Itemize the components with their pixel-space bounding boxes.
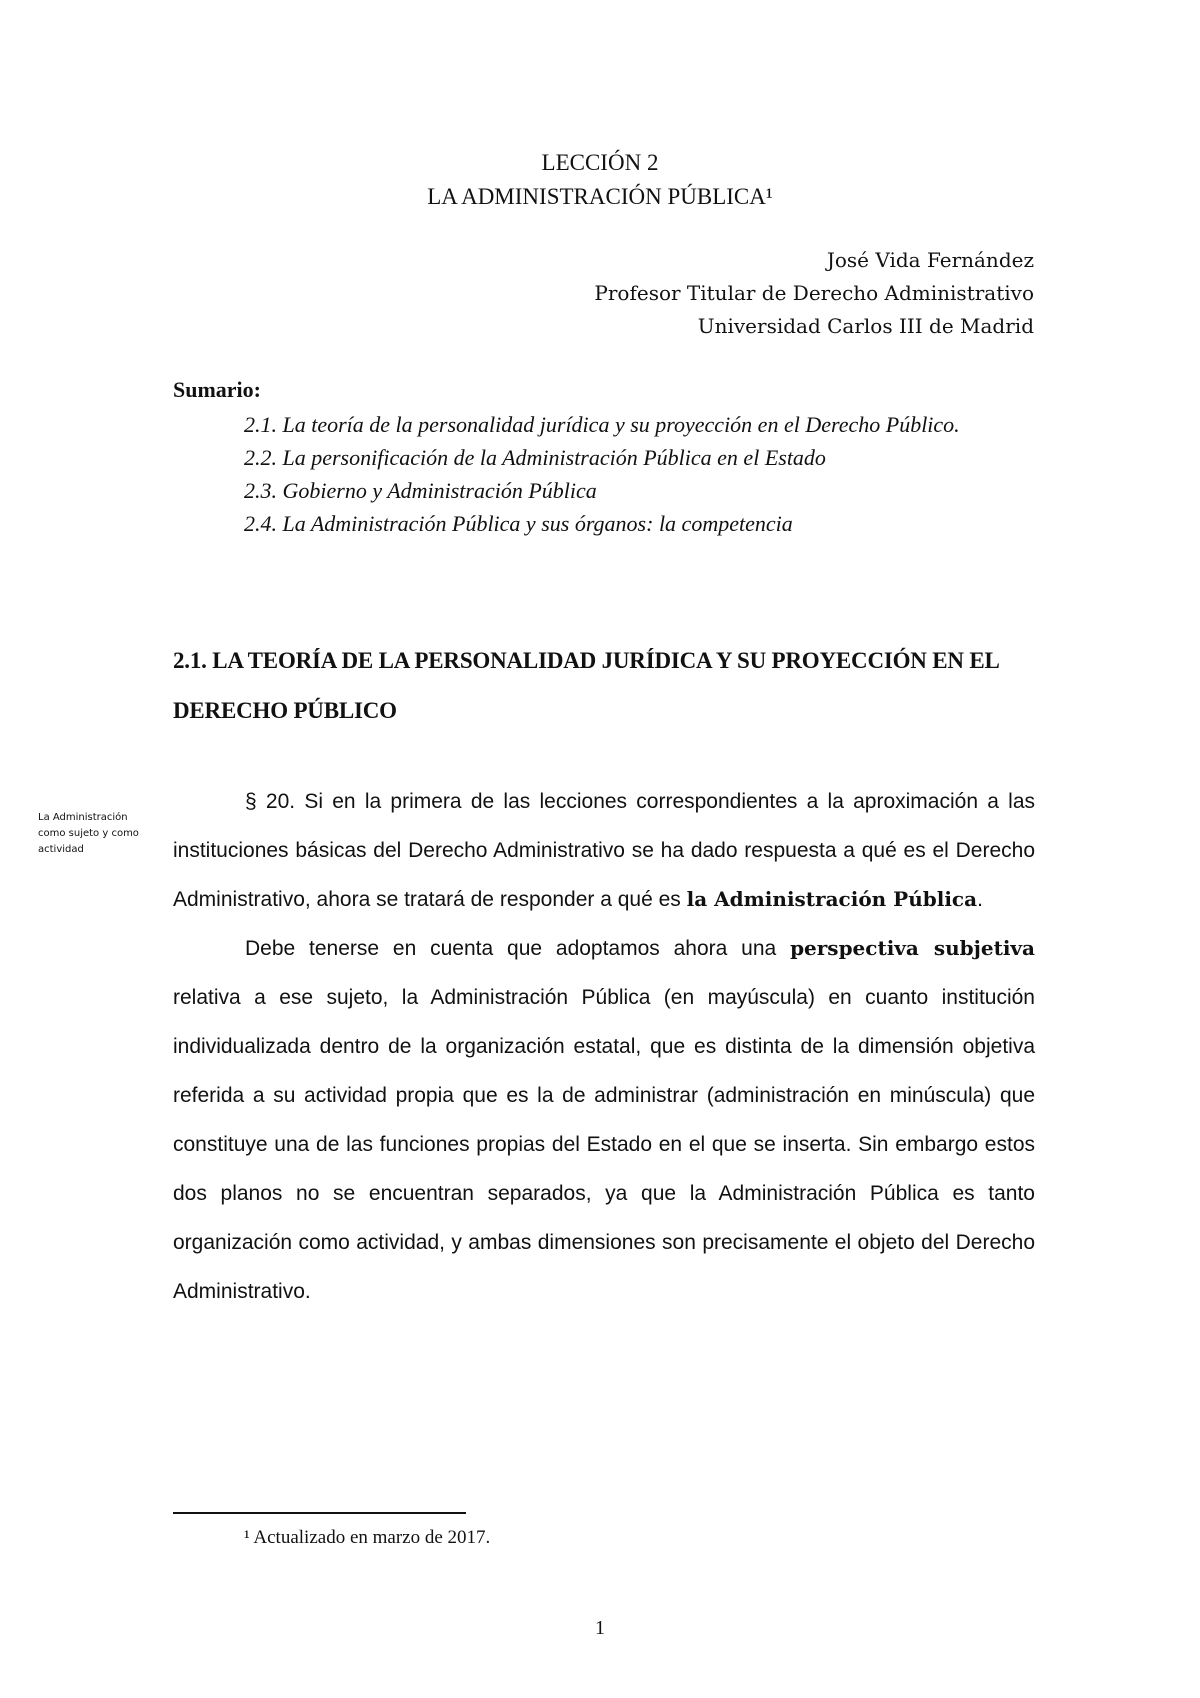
paragraph-text: Debe tenerse en cuenta que adoptamos ahora una [245,937,791,960]
summary-item: 2.4. La Administración Pública y sus órganos: la competencia [244,511,793,536]
summary-item: 2.2. La personificación de la Administración Pública en el Estado [244,445,826,470]
footnote-text: Actualizado en marzo de 2017. [249,1527,491,1548]
paragraph-text: § 20. Si en la primera de las lecciones correspondientes a la aproximación a las instituciones básicas del Derecho Administrativo se ha dado respuesta a qué es el Derecho Administrativo, ahora se tratará de responder a qué es [173,790,1035,911]
paragraph-text: . [977,888,983,911]
paragraph-20 [173,777,1035,924]
lesson-title-text: LA ADMINISTRACIÓN PÚBLICA [427,184,766,209]
footnote-mark: ¹ [244,1527,250,1548]
author-block [594,244,1034,343]
margin-note: La Administración como sujeto y como actividad [38,812,139,855]
lesson-title [0,180,1200,214]
summary-heading: Sumario: [173,377,261,402]
summary-item: 2.3. Gobierno y Administración Pública [244,478,597,503]
footnote [244,1527,490,1549]
author-name: José Vida Fernández [826,248,1034,272]
summary-item: 2.1. La teoría de la personalidad jurídica y su proyección en el Derecho Público. [244,412,960,437]
lesson-title-block [0,146,1200,214]
section-heading: 2.1. LA TEORÍA DE LA PERSONALIDAD JURÍDICA Y SU PROYECCIÓN EN EL DERECHO PÚBLICO [173,648,999,723]
footnote-separator [173,1512,466,1514]
emphasis-text: la Administración Pública [686,887,978,911]
paragraph-text: relativa a ese sujeto, la Administración Pública (en mayúscula) en cuanto institución individualizada dentro de la organización estatal, que es distinta de la dimensión objetiva referida a su actividad propia que es la de administrar (administración en minúscula) que constituye una de las funciones propias del Estado en el que se inserta. Sin embargo estos dos planos no se encuentran separados, ya que la Administración Pública es tanto organización como actividad, y ambas dimensiones son precisamente el objeto del Derecho Administrativo. [173,986,1035,1303]
title-footnote-mark[interactable]: ¹ [765,184,773,209]
emphasis-text: perspectiva subjetiva [790,936,1035,960]
lesson-number: LECCIÓN 2 [541,150,659,175]
author-position: Profesor Titular de Derecho Administrativo [594,281,1034,305]
page-number: 1 [595,1617,605,1639]
author-institution: Universidad Carlos III de Madrid [697,314,1034,338]
paragraph-perspective [173,924,1035,1316]
body-text [173,777,1035,1316]
summary-list [244,408,960,540]
